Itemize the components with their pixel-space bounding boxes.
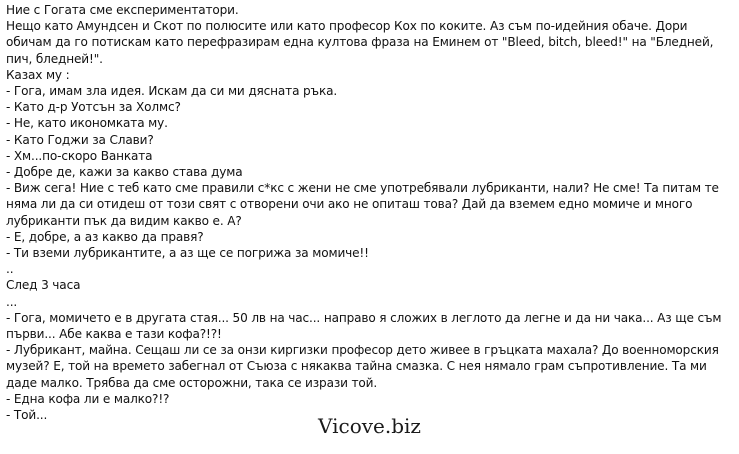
ellipsis: ..: [6, 262, 14, 277]
dialogue-line: - Е, добре, а аз какво да правя?: [6, 229, 204, 244]
story-answer: - Лубрикант, майна. Сещаш ли се за онзи киргизки професор дето живее в гръцката махала? До военноморския музей? Е, той на времето забегнал от Съюза с някаква тайна смазка. С нея нямало грам съпротивление. Та ми даде малко. Трябва да сме осторожни, така се изрази той.: [6, 343, 719, 390]
ellipsis: ...: [6, 294, 18, 309]
dialogue-line: - Гога, имам зла идея. Искам да си ми дясната ръка.: [6, 84, 338, 99]
dialogue-line: - Добре де, кажи за какво става дума: [6, 165, 243, 180]
story-text: [6, 2, 734, 423]
dialogue-line: - Той...: [6, 408, 48, 423]
dialogue-line: - Не, като икономката му.: [6, 116, 168, 131]
watermark: Vicove.biz: [318, 414, 421, 438]
dialogue-line: - Ти вземи лубрикантите, а аз ще се погрижа за момиче!!: [6, 246, 369, 261]
dialogue-line: - Като Годжи за Слави?: [6, 132, 154, 147]
time-skip: След 3 часа: [6, 278, 81, 293]
dialogue-line: - Една кофа ли е малко?!?: [6, 391, 170, 406]
story-plan: - Виж сега! Ние с теб като сме правили с*кс с жени не сме употребявали лубриканти, нали? Не сме! Та питам те няма ли да си отидеш от този свят с отворени очи ако не опиташ това? Дай да вземем едно момиче и много лубриканти пък да видим какво е. А?: [6, 181, 719, 228]
story-title: Ние с Гогата сме експериментатори.: [6, 3, 239, 17]
story-report: - Гога, момичето е в другата стая... 50 лв на час... направо я сложих в леглото да легне и да ни чака... Аз ще съм първи... Абе каква е тази кофа?!?!: [6, 310, 722, 342]
story-intro: Нещо като Амундсен и Скот по полюсите или като професор Кох по коките. Аз съм по-идейния обаче. Дори обичам да го потискам като перефразирам една култова фраза на Еминем от "Bleed, bitch, bleed!" на "Бледней, пич, бледней!".: [6, 19, 714, 66]
dialogue-line: - Хм...по-скоро Ванката: [6, 148, 153, 163]
dialogue-line: - Като д-р Уотсън за Холмс?: [6, 100, 181, 115]
story-said: Казах му :: [6, 67, 70, 82]
